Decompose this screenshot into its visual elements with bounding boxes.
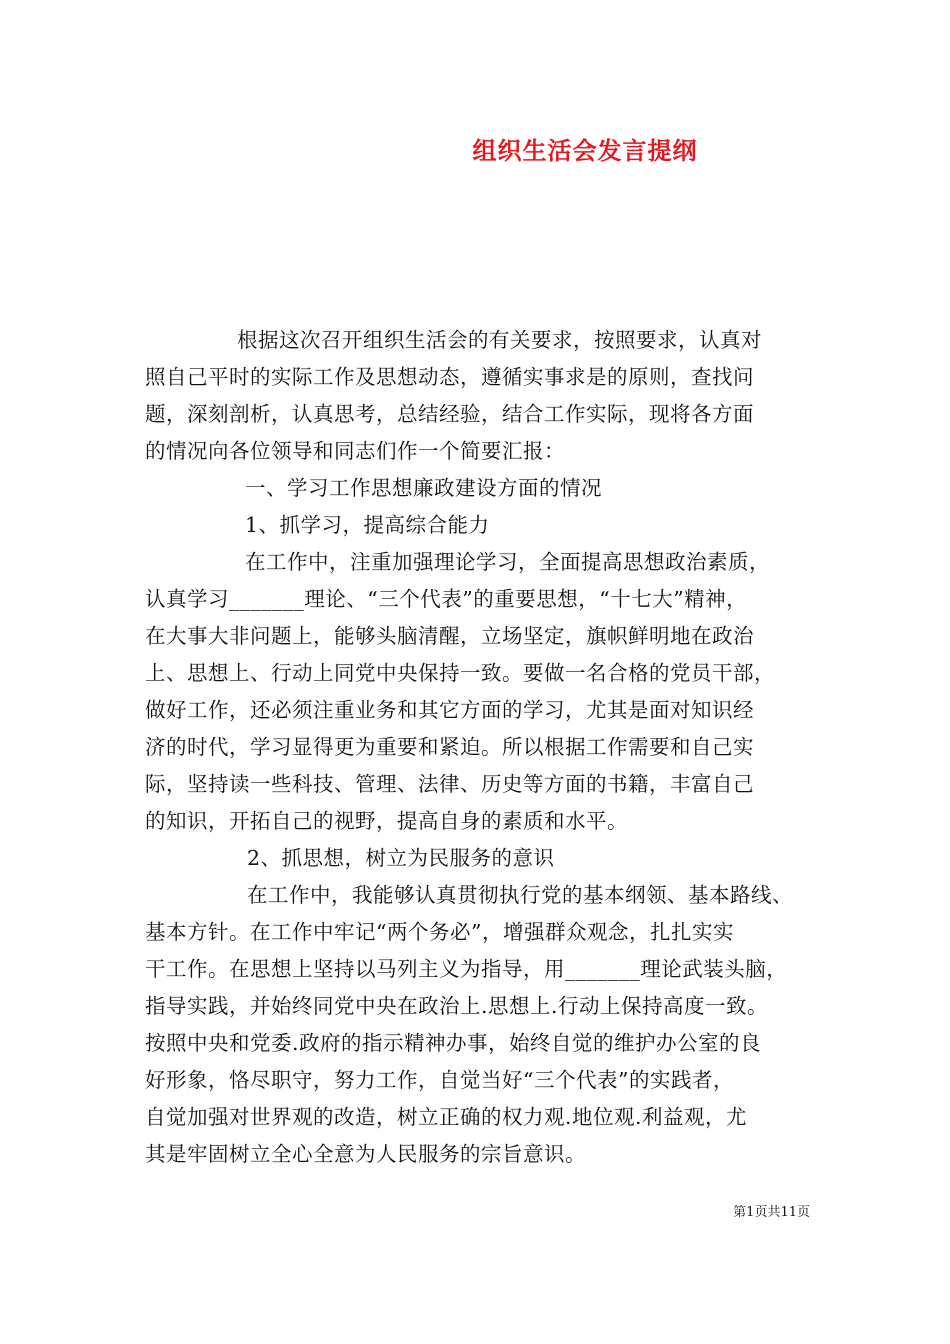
paragraph-line: 做好工作，还必须注重业务和其它方面的学习，尤其是面对知识经: [145, 698, 754, 722]
paragraph-line: 指导实践，并始终同党中央在政治上.思想上.行动上保持高度一致。: [145, 994, 769, 1018]
paragraph-line: 好形象，恪尽职守，努力工作，自觉当好“三个代表”的实践者，: [145, 1068, 734, 1092]
paragraph-line: 按照中央和党委.政府的指示精神办事，始终自觉的维护办公室的良: [145, 1031, 762, 1055]
paragraph-line: 际，坚持读一些科技、管理、法律、历史等方面的书籍，丰富自己: [145, 772, 754, 796]
paragraph-line: 2、抓思想，树立为民服务的意识: [247, 846, 555, 870]
document-title: 组织生活会发言提纲: [472, 136, 698, 165]
paragraph-line: 的情况向各位领导和同志们作一个简要汇报：: [145, 439, 565, 463]
paragraph-line: 其是牢固树立全心全意为人民服务的宗旨意识。: [145, 1142, 586, 1166]
document-body: [145, 322, 815, 1173]
paragraph-line: 在工作中，我能够认真贯彻执行党的基本纲领、基本路线、: [247, 883, 793, 907]
paragraph-line: 照自己平时的实际工作及思想动态，遵循实事求是的原则，查找问: [145, 365, 754, 389]
paragraph-line: 基本方针。在工作中牢记“两个务必”，增强群众观念，扎扎实实: [145, 920, 734, 944]
paragraph-line: 题，深刻剖析，认真思考，总结经验，结合工作实际，现将各方面: [145, 402, 754, 426]
paragraph-line: 济的时代，学习显得更为重要和紧迫。所以根据工作需要和自己实: [145, 735, 754, 759]
paragraph-line: 自觉加强对世界观的改造，树立正确的权力观.地位观.利益观，尤: [145, 1105, 748, 1129]
paragraph-line: 认真学习_______理论、“三个代表”的重要思想，“十七大”精神，: [145, 587, 748, 611]
paragraph-line: 1、抓学习，提高综合能力: [245, 513, 490, 537]
paragraph-line: 的知识，开拓自己的视野，提高自身的素质和水平。: [145, 809, 628, 833]
paragraph-line: 根据这次召开组织生活会的有关要求，按照要求，认真对: [237, 328, 762, 352]
page-indicator: 第1页共11页: [733, 1205, 810, 1220]
paragraph-line: 在工作中，注重加强理论学习，全面提高思想政治素质，: [245, 550, 770, 574]
paragraph-line: 一、学习工作思想廉政建设方面的情况: [245, 476, 602, 500]
paragraph-line: 在大事大非问题上，能够头脑清醒，立场坚定，旗帜鲜明地在政治: [145, 624, 754, 648]
paragraph-line: 干工作。在思想上坚持以马列主义为指导，用_______理论武装头脑，: [145, 957, 788, 981]
paragraph-line: 上、思想上、行动上同党中央保持一致。要做一名合格的党员干部，: [145, 661, 775, 685]
